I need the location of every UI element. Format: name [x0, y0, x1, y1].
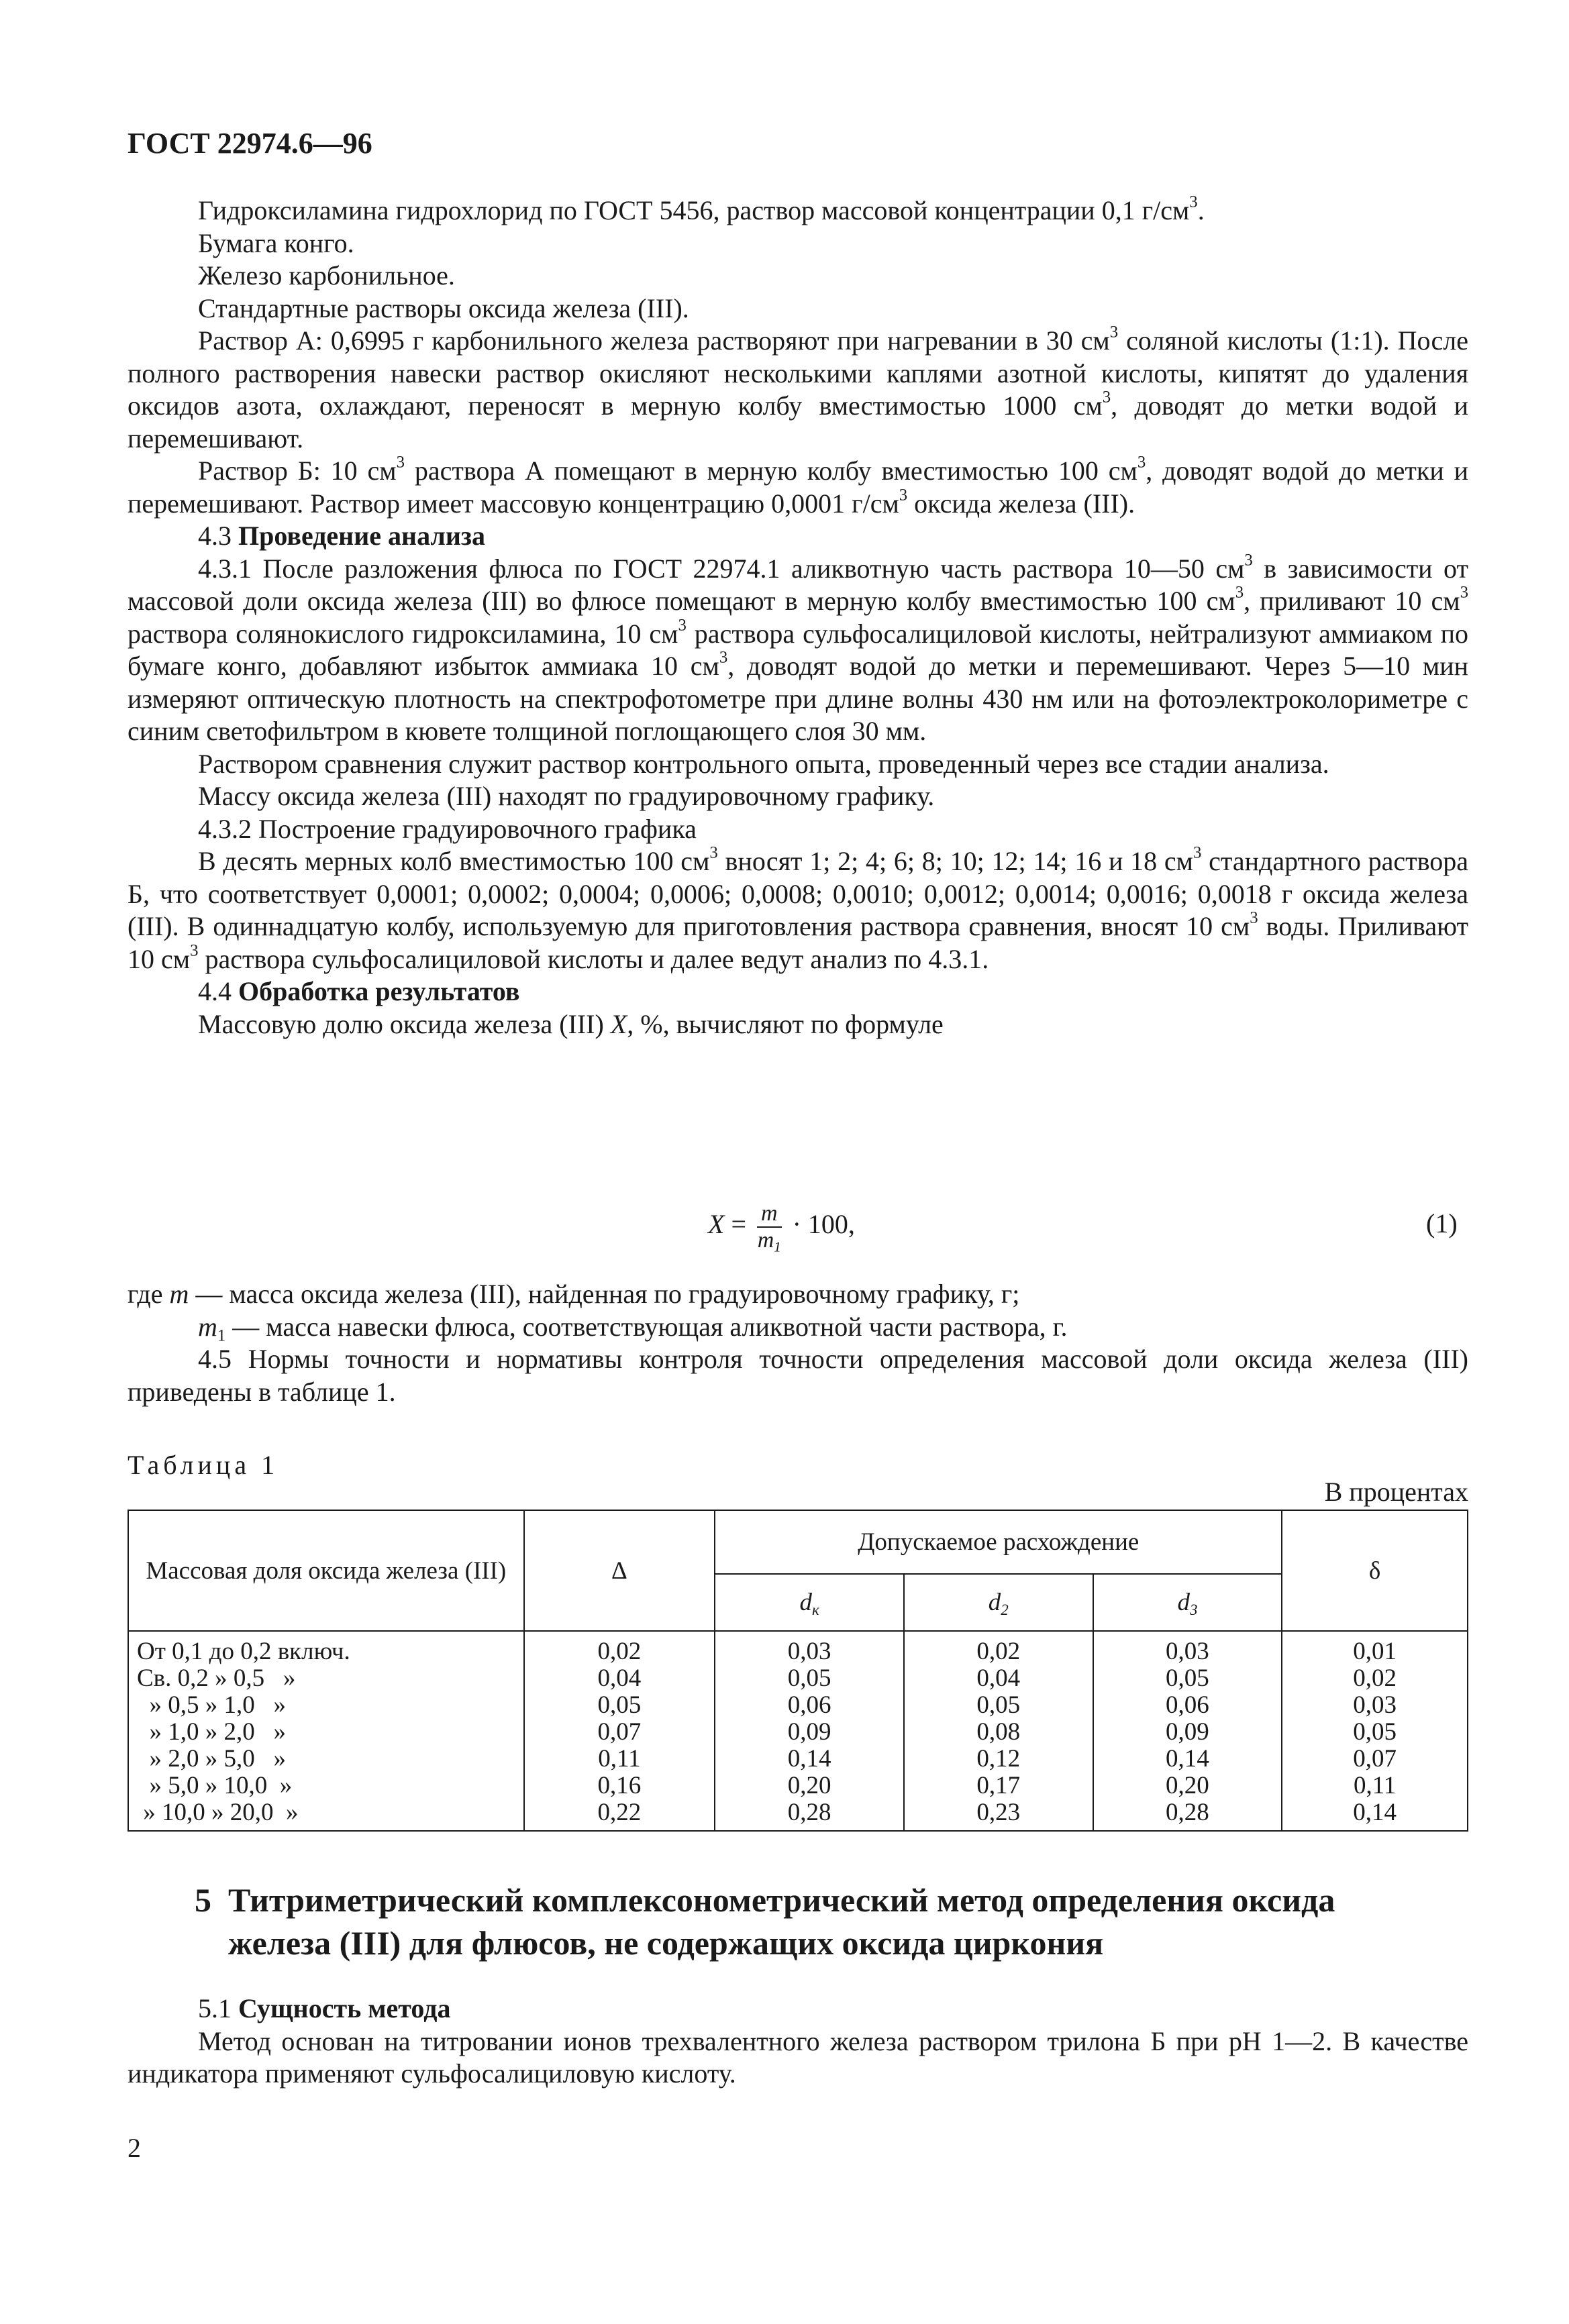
- table-unit: В процентах: [1324, 1477, 1468, 1507]
- table-row: Св. 0,2 » 0,5 » 0,04 0,05 0,04 0,05 0,02: [128, 1665, 1468, 1692]
- col-header-allowed: Допускаемое расхождение: [715, 1510, 1282, 1574]
- col-header-d2: $d_2$: [904, 1574, 1093, 1631]
- section-5-body: [128, 1993, 1468, 2091]
- col-header-d3: $d_3$: [1093, 1574, 1282, 1631]
- section-4-3-2-heading: 4.3.2 Построение градуировочного графика: [198, 813, 697, 844]
- legend-m1: $m_1$ — масса навески флюса, соответствующая аликвотной части раствора, г.: [198, 1311, 1068, 1344]
- table-row: » 0,5 » 1,0 » 0,05 0,06 0,05 0,06 0,03: [128, 1692, 1468, 1719]
- document-header: ГОСТ 22974.6—96: [128, 127, 372, 160]
- reagent-congo-paper: Бумага конго.: [198, 227, 354, 258]
- col-header-sigma: δ: [1282, 1510, 1468, 1631]
- reference-solution-text: Раствором сравнения служит раствор контрольного опыта, проведенный через все стадии анализа.: [198, 748, 1329, 779]
- table-row: От 0,1 до 0,2 включ. 0,02 0,03 0,02 0,03 0,01: [128, 1631, 1468, 1665]
- section-5-title: 5 Титриметрический комплексонометрический метод определения оксида железа (III) для флюсов, не содержащих оксида циркония: [195, 1881, 1335, 1962]
- standard-solutions: Стандартные растворы оксида железа (III).: [198, 293, 689, 323]
- section-4-3-1: 4.3.1 После разложения флюса по ГОСТ 22974.1 аликвотную часть раствора 10—50 $см^3$ в зависимости от массовой доли оксида железа (III) во флюсе помещают в мерную колбу вместимостью 100 $см^3$, приливают 10 $см^3$ раствора солянокислого гидроксиламина, 10 $см^3$ раствора сульфосалициловой кислоты, нейтрализуют аммиаком по бумаге конго, добавляют избыток аммиака 10 $см^3$, доводят водой до метки и перемешивают. Через 5—10 мин измеряют оптическую плотность на спектрофотометре при длине волны 430 нм или на фотоэлектроколориметре с синим светофильтром в кювете толщиной поглощающего слоя 30 мм.: [128, 550, 1469, 746]
- legend-m: где m — масса оксида железа (III), найденная по градуировочному графику, г;: [128, 1279, 1020, 1309]
- col-header-dk: $d_к$: [715, 1574, 904, 1631]
- formula-legend: [128, 1278, 1468, 1408]
- section-4-5: 4.5 Нормы точности и нормативы контроля точности определения массовой доли оксида железа (III) приведены в таблице 1.: [128, 1344, 1468, 1407]
- section-5-1-heading: 5.1 Сущность метода: [198, 1993, 451, 2023]
- table-row: » 5,0 » 10,0 » 0,16 0,20 0,17 0,20 0,11: [128, 1773, 1468, 1799]
- reagent-carbonyl-iron: Железо карбонильное.: [198, 260, 455, 290]
- reagent-hydroxylamine: Гидроксиламина гидрохлорид по ГОСТ 5456, раствор массовой концентрации 0,1 $г/см^3$.: [198, 193, 1205, 225]
- table-row: » 10,0 » 20,0 » 0,22 0,28 0,23 0,28 0,14: [128, 1799, 1468, 1831]
- formula-intro: Массовую долю оксида железа (III) X, %, вычисляют по формуле: [198, 1008, 944, 1039]
- col-header-delta: Δ: [524, 1510, 715, 1631]
- table-row: » 2,0 » 5,0 » 0,11 0,14 0,12 0,14 0,07: [128, 1746, 1468, 1773]
- accuracy-table: [128, 1510, 1468, 1832]
- formula-fraction: $\frac{m}{m_1}$: [757, 1201, 781, 1255]
- solution-b: Раствор Б: 10 $см^3$ раствора А помещают в мерную колбу вместимостью 100 $см^3$, доводят водой до метки и перемешивают. Раствор имеет массовую концентрацию 0,0001 $г/см^3$ оксида железа (III).: [128, 453, 1469, 519]
- calibration-procedure: В десять мерных колб вместимостью 100 $см^3$ вносят 1; 2; 4; 6; 8; 10; 12; 14; 16 и 18 $см^3$ стандартного раствора Б, что соответствует 0,0001; 0,0002; 0,0004; 0,0006; 0,0008; 0,0010; 0,0012; 0,0014; 0,0016; 0,0018 г оксида железа (III). В одиннадцатую колбу, используемую для приготовления раствора сравнения, вносят 10 $см^3$ воды. Приливают 10 $см^3$ раствора сульфосалициловой кислоты и далее ведут анализ по 4.3.1.: [128, 843, 1468, 974]
- formula-1: X = $\frac{m}{m_1}$ · 100,: [708, 1201, 855, 1255]
- solution-a: Раствор А: 0,6995 г карбонильного железа растворяют при нагревании в 30 $см^3$ соляной кислоты (1:1). После полного растворения навески раствор окисляют несколькими каплями азотной кислоты, кипятят до удаления оксидов азота, охлаждают, переносят в мерную колбу вместимостью 1000 $см^3$, доводят до метки водой и перемешивают.: [128, 323, 1469, 454]
- table-row: » 1,0 » 2,0 » 0,07 0,09 0,08 0,09 0,05: [128, 1719, 1468, 1746]
- section-5-1-text: Метод основан на титровании ионов трехвалентного железа раствором трилона Б при pH 1—2. В качестве индикатора применяют сульфосалициловую кислоту.: [128, 2025, 1468, 2089]
- calibration-mass-text: Массу оксида железа (III) находят по градуировочному графику.: [198, 781, 935, 811]
- reagents-and-analysis: [128, 195, 1468, 1041]
- page-number: 2: [128, 2133, 141, 2163]
- section-4-3-heading: 4.3 Проведение анализа: [198, 521, 485, 551]
- formula-number: (1): [1426, 1208, 1458, 1238]
- col-header-mass: Массовая доля оксида железа (III): [128, 1510, 524, 1631]
- table-caption: Таблица 1: [128, 1450, 279, 1480]
- section-4-4-heading: 4.4 Обработка результатов: [198, 976, 520, 1006]
